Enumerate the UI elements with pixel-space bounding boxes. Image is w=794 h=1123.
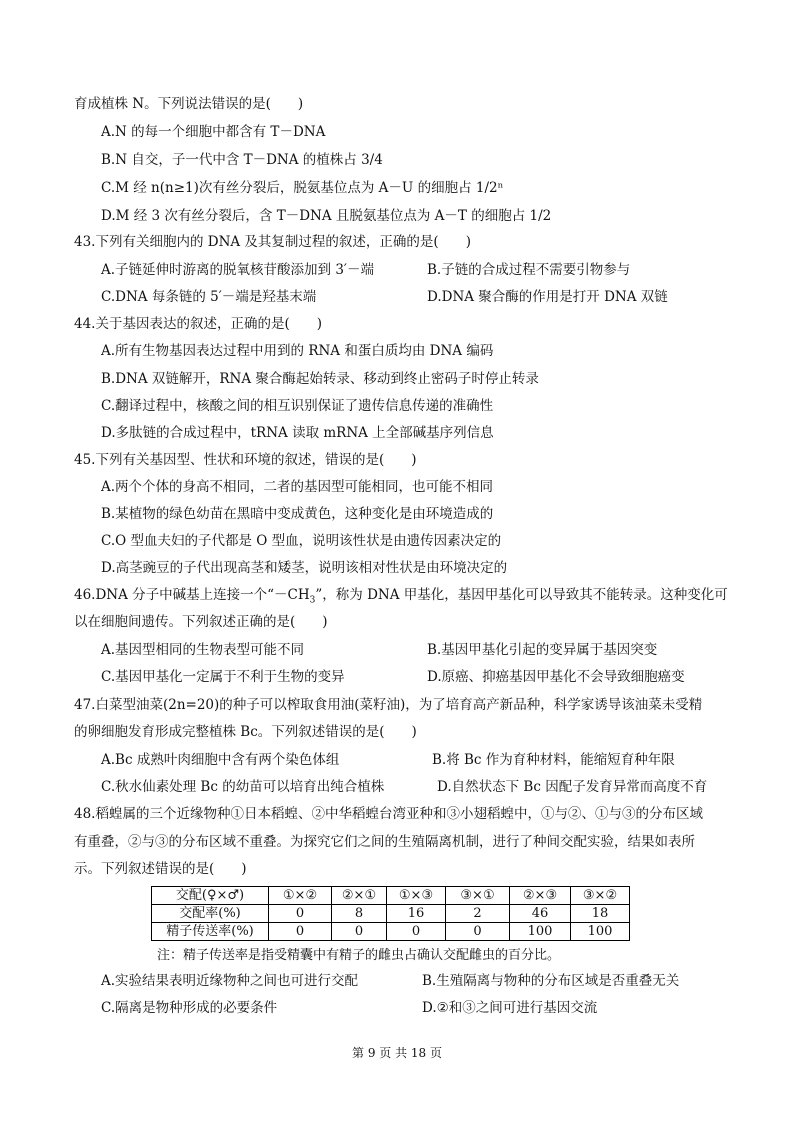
q47-option-a: A.Bc 成熟叶肉细胞中含有两个染色体组 (101, 752, 340, 768)
table-cell: 0 (387, 923, 446, 941)
table-header-cell: 交配(♀×♂) (152, 887, 269, 905)
q42-option-d: D.M 经 3 次有丝分裂后，含 T－DNA 且脱氨基位点为 A－T 的细胞占 1/2 (101, 208, 552, 224)
q45-stem: 45.下列有关基因型、性状和环境的叙述，错误的是( ) (74, 452, 417, 468)
q48-stem: 48.稻蝗属的三个近缘物种①日本稻蝗、②中华稻蝗台湾亚种和③小翅稻蝗中，①与②、①与③的分布区域 (74, 806, 703, 822)
table-cell: 0 (269, 923, 332, 941)
q43-option-b: B.子链的合成过程不需要引物参与 (427, 262, 631, 278)
table-row (152, 923, 630, 941)
q43-stem: 43.下列有关细胞内的 DNA 及其复制过程的叙述，正确的是( ) (74, 234, 471, 250)
table-cell: 100 (510, 923, 571, 941)
table-cell: 100 (571, 923, 630, 941)
q46-stem (74, 586, 728, 610)
q48-option-a: A.实验结果表明近缘物种之间也可进行交配 (101, 973, 359, 989)
mating-results-table (151, 886, 630, 941)
q48-option-b: B.生殖隔离与物种的分布区域是否重叠无关 (422, 973, 680, 989)
table-header-cell: ①×③ (387, 887, 446, 905)
q47-stem-continuation: 的卵细胞发育形成完整植株 Bc。下列叙述错误的是( ) (74, 724, 417, 740)
q48-stem-continuation-1: 有重叠，②与③的分布区域不重叠。为探究它们之间的生殖隔离机制，进行了种间交配实验，结果如表所 (74, 834, 695, 850)
table-row (152, 905, 630, 923)
q43-option-a: A.子链延伸时游离的脱氧核苷酸添加到 3′－端 (101, 262, 374, 278)
q48-option-d: D.②和③之间可进行基因交流 (422, 1000, 598, 1016)
table-cell: 0 (446, 923, 510, 941)
q46-stem-post: ”，称为 DNA 甲基化，基因甲基化可以导致其不能转录。这种变化可 (315, 587, 728, 603)
q43-option-c: C.DNA 每条链的 5′－端是羟基末端 (101, 289, 317, 305)
table-header-cell: ③×① (446, 887, 510, 905)
q46-option-d: D.原癌、抑癌基因甲基化不会导致细胞癌变 (427, 669, 685, 685)
q45-option-c: C.O 型血夫妇的子代都是 O 型血，说明该性状是由遗传因素决定的 (101, 533, 502, 549)
q46-option-b: B.基因甲基化引起的变异属于基因突变 (427, 642, 658, 658)
q42-stem-continuation: 育成植株 N。下列说法错误的是( ) (74, 96, 304, 112)
table-note: 注：精子传送率是指受精囊中有精子的雌虫占确认交配雌虫的百分比。 (157, 948, 561, 963)
q42-option-c: C.M 经 n(n≥1)次有丝分裂后，脱氨基位点为 A－U 的细胞占 1/2ⁿ (101, 180, 504, 196)
table-header-cell: ①×② (269, 887, 332, 905)
q45-option-a: A.两个个体的身高不相同，二者的基因型可能相同，也可能不相同 (101, 479, 494, 495)
table-row-label: 精子传送率(%) (152, 923, 269, 941)
table-cell: 8 (332, 905, 387, 923)
q46-option-a: A.基因型相同的生物表型可能不同 (101, 642, 305, 658)
q44-option-d: D.多肽链的合成过程中，tRNA 读取 mRNA 上全部碱基序列信息 (101, 425, 494, 441)
q46-stem-subscript: 3 (309, 595, 316, 606)
q44-option-c: C.翻译过程中，核酸之间的相互识别保证了遗传信息传递的准确性 (101, 398, 494, 414)
table-header-cell: ②×① (332, 887, 387, 905)
table-cell: 16 (387, 905, 446, 923)
table-row-label: 交配率(%) (152, 905, 269, 923)
q43-option-d: D.DNA 聚合酶的作用是打开 DNA 双链 (427, 289, 668, 305)
q47-option-d: D.自然状态下 Bc 因配子发育异常而高度不育 (437, 779, 708, 795)
table-cell: 0 (269, 905, 332, 923)
page-footer: 第 9 页 共 18 页 (352, 1046, 442, 1060)
q45-option-b: B.某植物的绿色幼苗在黑暗中变成黄色，这种变化是由环境造成的 (101, 506, 494, 522)
table-cell: 0 (332, 923, 387, 941)
q42-option-a: A.N 的每一个细胞中都含有 T－DNA (101, 124, 326, 140)
q46-option-c: C.基因甲基化一定属于不利于生物的变异 (101, 669, 345, 685)
table-cell: 18 (571, 905, 630, 923)
table-header-cell: ②×③ (510, 887, 571, 905)
q46-stem-pre: 46.DNA 分子中碱基上连接一个“－CH (74, 587, 310, 603)
q44-option-b: B.DNA 双链解开，RNA 聚合酶起始转录、移动到终止密码子时停止转录 (101, 371, 539, 387)
table-header-cell: ③×② (571, 887, 630, 905)
q46-stem-continuation: 以在细胞间遗传。下列叙述正确的是( ) (74, 614, 328, 630)
q47-option-c: C.秋水仙素处理 Bc 的幼苗可以培育出纯合植株 (101, 779, 385, 795)
q47-option-b: B.将 Bc 作为育种材料，能缩短育种年限 (432, 752, 675, 768)
table-cell: 2 (446, 905, 510, 923)
table-cell: 46 (510, 905, 571, 923)
table-header-row (152, 887, 630, 905)
q44-stem: 44.关于基因表达的叙述，正确的是( ) (74, 316, 323, 332)
q45-option-d: D.高茎豌豆的子代出现高茎和矮茎，说明该相对性状是由环境决定的 (101, 560, 508, 576)
q48-option-c: C.隔离是物种形成的必要条件 (101, 1000, 278, 1016)
q42-option-b: B.N 自交，子一代中含 T－DNA 的植株占 3/4 (101, 152, 383, 168)
q47-stem: 47.白菜型油菜(2n=20)的种子可以榨取食用油(菜籽油)，为了培育高产新品种，科学家诱导该油菜未受精 (74, 697, 703, 713)
q48-stem-continuation-2: 示。下列叙述错误的是( ) (74, 861, 247, 877)
q44-option-a: A.所有生物基因表达过程中用到的 RNA 和蛋白质均由 DNA 编码 (101, 343, 494, 359)
